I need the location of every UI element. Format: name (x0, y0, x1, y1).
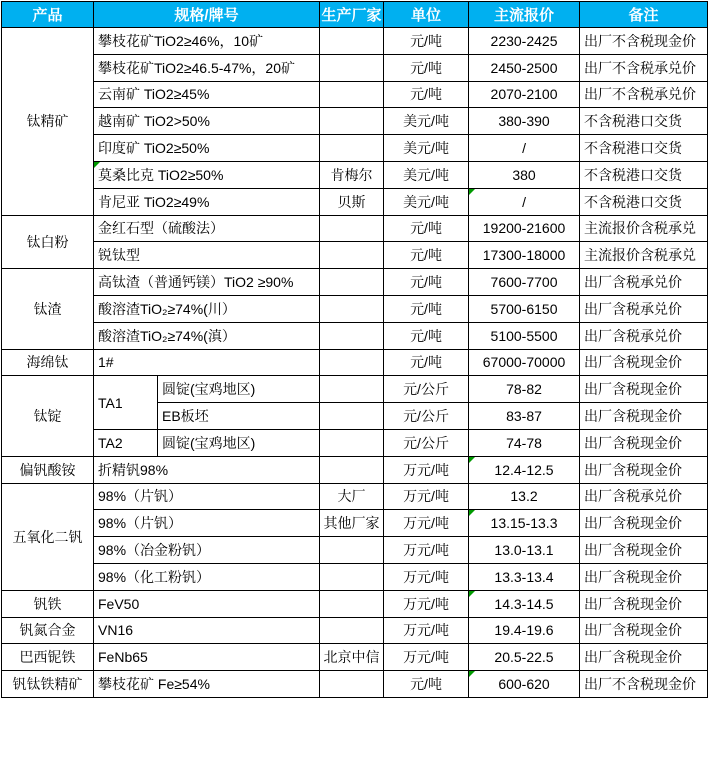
price-cell[interactable]: 13.15-13.3 (469, 510, 580, 537)
product-cell[interactable]: 钛锭 (2, 376, 94, 456)
manufacturer-cell[interactable] (320, 215, 384, 242)
note-cell[interactable]: 出厂含税现金价 (580, 403, 708, 430)
comment-flag-icon (469, 189, 475, 195)
spec-cell[interactable]: 莫桑比克 TiO2≥50% (94, 161, 320, 188)
note-cell[interactable]: 出厂含税现金价 (580, 349, 708, 376)
product-cell[interactable]: 海绵钛 (2, 349, 94, 376)
price-cell[interactable]: 67000-70000 (469, 349, 580, 376)
unit-cell[interactable]: 万元/吨 (384, 644, 469, 671)
manufacturer-cell[interactable] (320, 429, 384, 456)
unit-cell[interactable]: 元/吨 (384, 242, 469, 269)
note-cell[interactable]: 出厂含税现金价 (580, 376, 708, 403)
manufacturer-cell[interactable] (320, 295, 384, 322)
spec-cell[interactable]: 1# (94, 349, 320, 376)
spec-cell[interactable]: FeV50 (94, 590, 320, 617)
unit-cell[interactable]: 元/吨 (384, 28, 469, 55)
product-cell[interactable]: 五氧化二钒 (2, 483, 94, 590)
table-row (2, 563, 708, 590)
spec-cell[interactable]: FeNb65 (94, 644, 320, 671)
unit-cell[interactable]: 美元/吨 (384, 188, 469, 215)
unit-cell[interactable]: 万元/吨 (384, 510, 469, 537)
table-row (2, 28, 708, 55)
table-row (2, 54, 708, 81)
spec-cell[interactable]: 锐钛型 (94, 242, 320, 269)
price-cell[interactable]: 83-87 (469, 403, 580, 430)
note-cell[interactable]: 出厂含税现金价 (580, 537, 708, 564)
manufacturer-cell[interactable] (320, 242, 384, 269)
note-cell[interactable]: 出厂含税承兑价 (580, 269, 708, 296)
price-cell[interactable]: 5100-5500 (469, 322, 580, 349)
table-row (2, 349, 708, 376)
header-note[interactable]: 备注 (580, 2, 708, 28)
manufacturer-cell[interactable]: 大厂 (320, 483, 384, 510)
unit-cell[interactable]: 万元/吨 (384, 617, 469, 644)
note-cell[interactable]: 出厂含税现金价 (580, 429, 708, 456)
price-cell[interactable]: 19200-21600 (469, 215, 580, 242)
unit-cell[interactable]: 美元/吨 (384, 108, 469, 135)
unit-cell[interactable]: 元/公斤 (384, 429, 469, 456)
unit-cell[interactable]: 万元/吨 (384, 563, 469, 590)
note-cell[interactable]: 出厂含税承兑价 (580, 483, 708, 510)
table-row (2, 537, 708, 564)
header-product[interactable]: 产品 (2, 2, 94, 28)
table-row (2, 671, 708, 698)
price-quote-table (1, 1, 708, 698)
header-price[interactable]: 主流报价 (469, 2, 580, 28)
note-cell[interactable]: 出厂含税现金价 (580, 456, 708, 483)
note-cell[interactable]: 出厂含税承兑价 (580, 322, 708, 349)
table-row (2, 215, 708, 242)
unit-cell[interactable]: 万元/吨 (384, 537, 469, 564)
spec-cell[interactable]: 攀枝花矿TiO2≥46.5-47%，20矿 (94, 54, 320, 81)
manufacturer-cell[interactable] (320, 376, 384, 403)
spec-cell[interactable]: 98%（片钒） (94, 483, 320, 510)
unit-cell[interactable]: 万元/吨 (384, 590, 469, 617)
header-manufacturer[interactable]: 生产厂家 (320, 2, 384, 28)
product-cell[interactable]: 钛精矿 (2, 28, 94, 216)
table-row (2, 135, 708, 162)
unit-cell[interactable]: 元/吨 (384, 671, 469, 698)
comment-flag-icon (469, 671, 475, 677)
note-cell[interactable]: 出厂含税现金价 (580, 617, 708, 644)
spec-cell[interactable]: 酸溶渣TiO₂≥74%(滇） (94, 322, 320, 349)
note-cell[interactable]: 出厂不含税承兑价 (580, 81, 708, 108)
product-cell[interactable]: 偏钒酸铵 (2, 456, 94, 483)
table-row (2, 644, 708, 671)
price-cell[interactable]: 19.4-19.6 (469, 617, 580, 644)
price-cell[interactable]: 2230-2425 (469, 28, 580, 55)
table-row (2, 269, 708, 296)
product-cell[interactable]: 钛渣 (2, 269, 94, 349)
table-row (2, 590, 708, 617)
spec-cell[interactable]: 98%（片钒） (94, 510, 320, 537)
manufacturer-cell[interactable] (320, 537, 384, 564)
manufacturer-cell[interactable] (320, 81, 384, 108)
table-row (2, 429, 708, 456)
table-row (2, 242, 708, 269)
spec-cell[interactable]: 高钛渣（普通钙镁）TiO2 ≥90% (94, 269, 320, 296)
comment-flag-icon (469, 591, 475, 597)
spec-cell[interactable]: EB板坯 (158, 403, 320, 430)
price-cell[interactable]: 2070-2100 (469, 81, 580, 108)
unit-cell[interactable]: 元/公斤 (384, 376, 469, 403)
spec-cell[interactable]: 圆锭(宝鸡地区) (158, 429, 320, 456)
table-row (2, 295, 708, 322)
spec-cell[interactable]: 越南矿 TiO2>50% (94, 108, 320, 135)
price-cell[interactable]: 2450-2500 (469, 54, 580, 81)
manufacturer-cell[interactable] (320, 135, 384, 162)
spec-cell[interactable]: 攀枝花矿TiO2≥46%，10矿 (94, 28, 320, 55)
note-cell[interactable]: 出厂不含税现金价 (580, 28, 708, 55)
price-cell[interactable]: 5700-6150 (469, 295, 580, 322)
table-body (2, 28, 708, 698)
note-cell[interactable]: 出厂含税现金价 (580, 590, 708, 617)
manufacturer-cell[interactable]: 北京中信 (320, 644, 384, 671)
table-row (2, 510, 708, 537)
unit-cell[interactable]: 元/公斤 (384, 403, 469, 430)
unit-cell[interactable]: 元/吨 (384, 322, 469, 349)
note-cell[interactable]: 出厂含税现金价 (580, 644, 708, 671)
manufacturer-cell[interactable]: 肯梅尔 (320, 161, 384, 188)
table-row (2, 188, 708, 215)
table-row (2, 161, 708, 188)
unit-cell[interactable]: 美元/吨 (384, 161, 469, 188)
table-row (2, 483, 708, 510)
note-cell[interactable]: 出厂含税承兑价 (580, 295, 708, 322)
unit-cell[interactable]: 万元/吨 (384, 456, 469, 483)
header-spec[interactable]: 规格/牌号 (94, 2, 320, 28)
spec-cell[interactable]: 圆锭(宝鸡地区) (158, 376, 320, 403)
note-cell[interactable]: 主流报价含税承兑 (580, 215, 708, 242)
note-cell[interactable]: 不含税港口交货 (580, 161, 708, 188)
price-cell[interactable]: 13.3-13.4 (469, 563, 580, 590)
price-cell[interactable]: 17300-18000 (469, 242, 580, 269)
manufacturer-cell[interactable] (320, 563, 384, 590)
manufacturer-cell[interactable] (320, 590, 384, 617)
unit-cell[interactable]: 元/吨 (384, 215, 469, 242)
product-cell[interactable]: 钒氮合金 (2, 617, 94, 644)
manufacturer-cell[interactable] (320, 671, 384, 698)
product-cell[interactable]: 钛白粉 (2, 215, 94, 269)
table-row (2, 376, 708, 403)
unit-cell[interactable]: 元/吨 (384, 54, 469, 81)
spec-cell[interactable]: 98%（冶金粉钒） (94, 537, 320, 564)
comment-flag-icon (469, 510, 475, 516)
spec-grade-cell[interactable]: TA1 (94, 376, 158, 430)
note-cell[interactable]: 不含税港口交货 (580, 135, 708, 162)
manufacturer-cell[interactable] (320, 108, 384, 135)
manufacturer-cell[interactable] (320, 269, 384, 296)
table-row (2, 81, 708, 108)
unit-cell[interactable]: 元/吨 (384, 295, 469, 322)
price-cell[interactable]: 380-390 (469, 108, 580, 135)
price-cell[interactable]: / (469, 188, 580, 215)
price-cell[interactable]: 20.5-22.5 (469, 644, 580, 671)
table-row (2, 456, 708, 483)
spec-cell[interactable]: 肯尼亚 TiO2≥49% (94, 188, 320, 215)
note-cell[interactable]: 出厂不含税现金价 (580, 671, 708, 698)
comment-flag-icon (469, 457, 475, 463)
spec-cell[interactable]: VN16 (94, 617, 320, 644)
manufacturer-cell[interactable] (320, 322, 384, 349)
spec-cell[interactable]: 折精钒98% (94, 456, 320, 483)
price-cell[interactable]: / (469, 135, 580, 162)
header-row (2, 2, 708, 28)
manufacturer-cell[interactable] (320, 28, 384, 55)
manufacturer-cell[interactable] (320, 403, 384, 430)
product-cell[interactable]: 钒钛铁精矿 (2, 671, 94, 698)
unit-cell[interactable]: 美元/吨 (384, 135, 469, 162)
price-cell[interactable]: 12.4-12.5 (469, 456, 580, 483)
product-cell[interactable]: 钒铁 (2, 590, 94, 617)
price-cell[interactable]: 78-82 (469, 376, 580, 403)
price-cell[interactable]: 600-620 (469, 671, 580, 698)
note-cell[interactable]: 不含税港口交货 (580, 108, 708, 135)
price-cell[interactable]: 380 (469, 161, 580, 188)
manufacturer-cell[interactable] (320, 349, 384, 376)
note-cell[interactable]: 出厂不含税承兑价 (580, 54, 708, 81)
manufacturer-cell[interactable] (320, 456, 384, 483)
price-cell[interactable]: 7600-7700 (469, 269, 580, 296)
price-cell[interactable]: 74-78 (469, 429, 580, 456)
unit-cell[interactable]: 元/吨 (384, 81, 469, 108)
note-cell[interactable]: 不含税港口交货 (580, 188, 708, 215)
unit-cell[interactable]: 万元/吨 (384, 483, 469, 510)
price-cell[interactable]: 14.3-14.5 (469, 590, 580, 617)
unit-cell[interactable]: 元/吨 (384, 349, 469, 376)
manufacturer-cell[interactable]: 其他厂家 (320, 510, 384, 537)
header-unit[interactable]: 单位 (384, 2, 469, 28)
manufacturer-cell[interactable] (320, 617, 384, 644)
spec-grade-cell[interactable]: TA2 (94, 429, 158, 456)
price-cell[interactable]: 13.0-13.1 (469, 537, 580, 564)
table-row (2, 322, 708, 349)
manufacturer-cell[interactable]: 贝斯 (320, 188, 384, 215)
product-cell[interactable]: 巴西铌铁 (2, 644, 94, 671)
spec-cell[interactable]: 金红石型（硫酸法） (94, 215, 320, 242)
note-cell[interactable]: 出厂含税现金价 (580, 510, 708, 537)
manufacturer-cell[interactable] (320, 54, 384, 81)
table-row (2, 108, 708, 135)
spec-cell[interactable]: 攀枝花矿 Fe≥54% (94, 671, 320, 698)
spec-cell[interactable]: 印度矿 TiO2≥50% (94, 135, 320, 162)
note-cell[interactable]: 出厂含税现金价 (580, 563, 708, 590)
spec-cell[interactable]: 98%（化工粉钒） (94, 563, 320, 590)
spec-cell[interactable]: 酸溶渣TiO₂≥74%(川） (94, 295, 320, 322)
comment-flag-icon (94, 162, 100, 168)
note-cell[interactable]: 主流报价含税承兑 (580, 242, 708, 269)
table-row (2, 617, 708, 644)
unit-cell[interactable]: 元/吨 (384, 269, 469, 296)
spec-cell[interactable]: 云南矿 TiO2≥45% (94, 81, 320, 108)
price-cell[interactable]: 13.2 (469, 483, 580, 510)
